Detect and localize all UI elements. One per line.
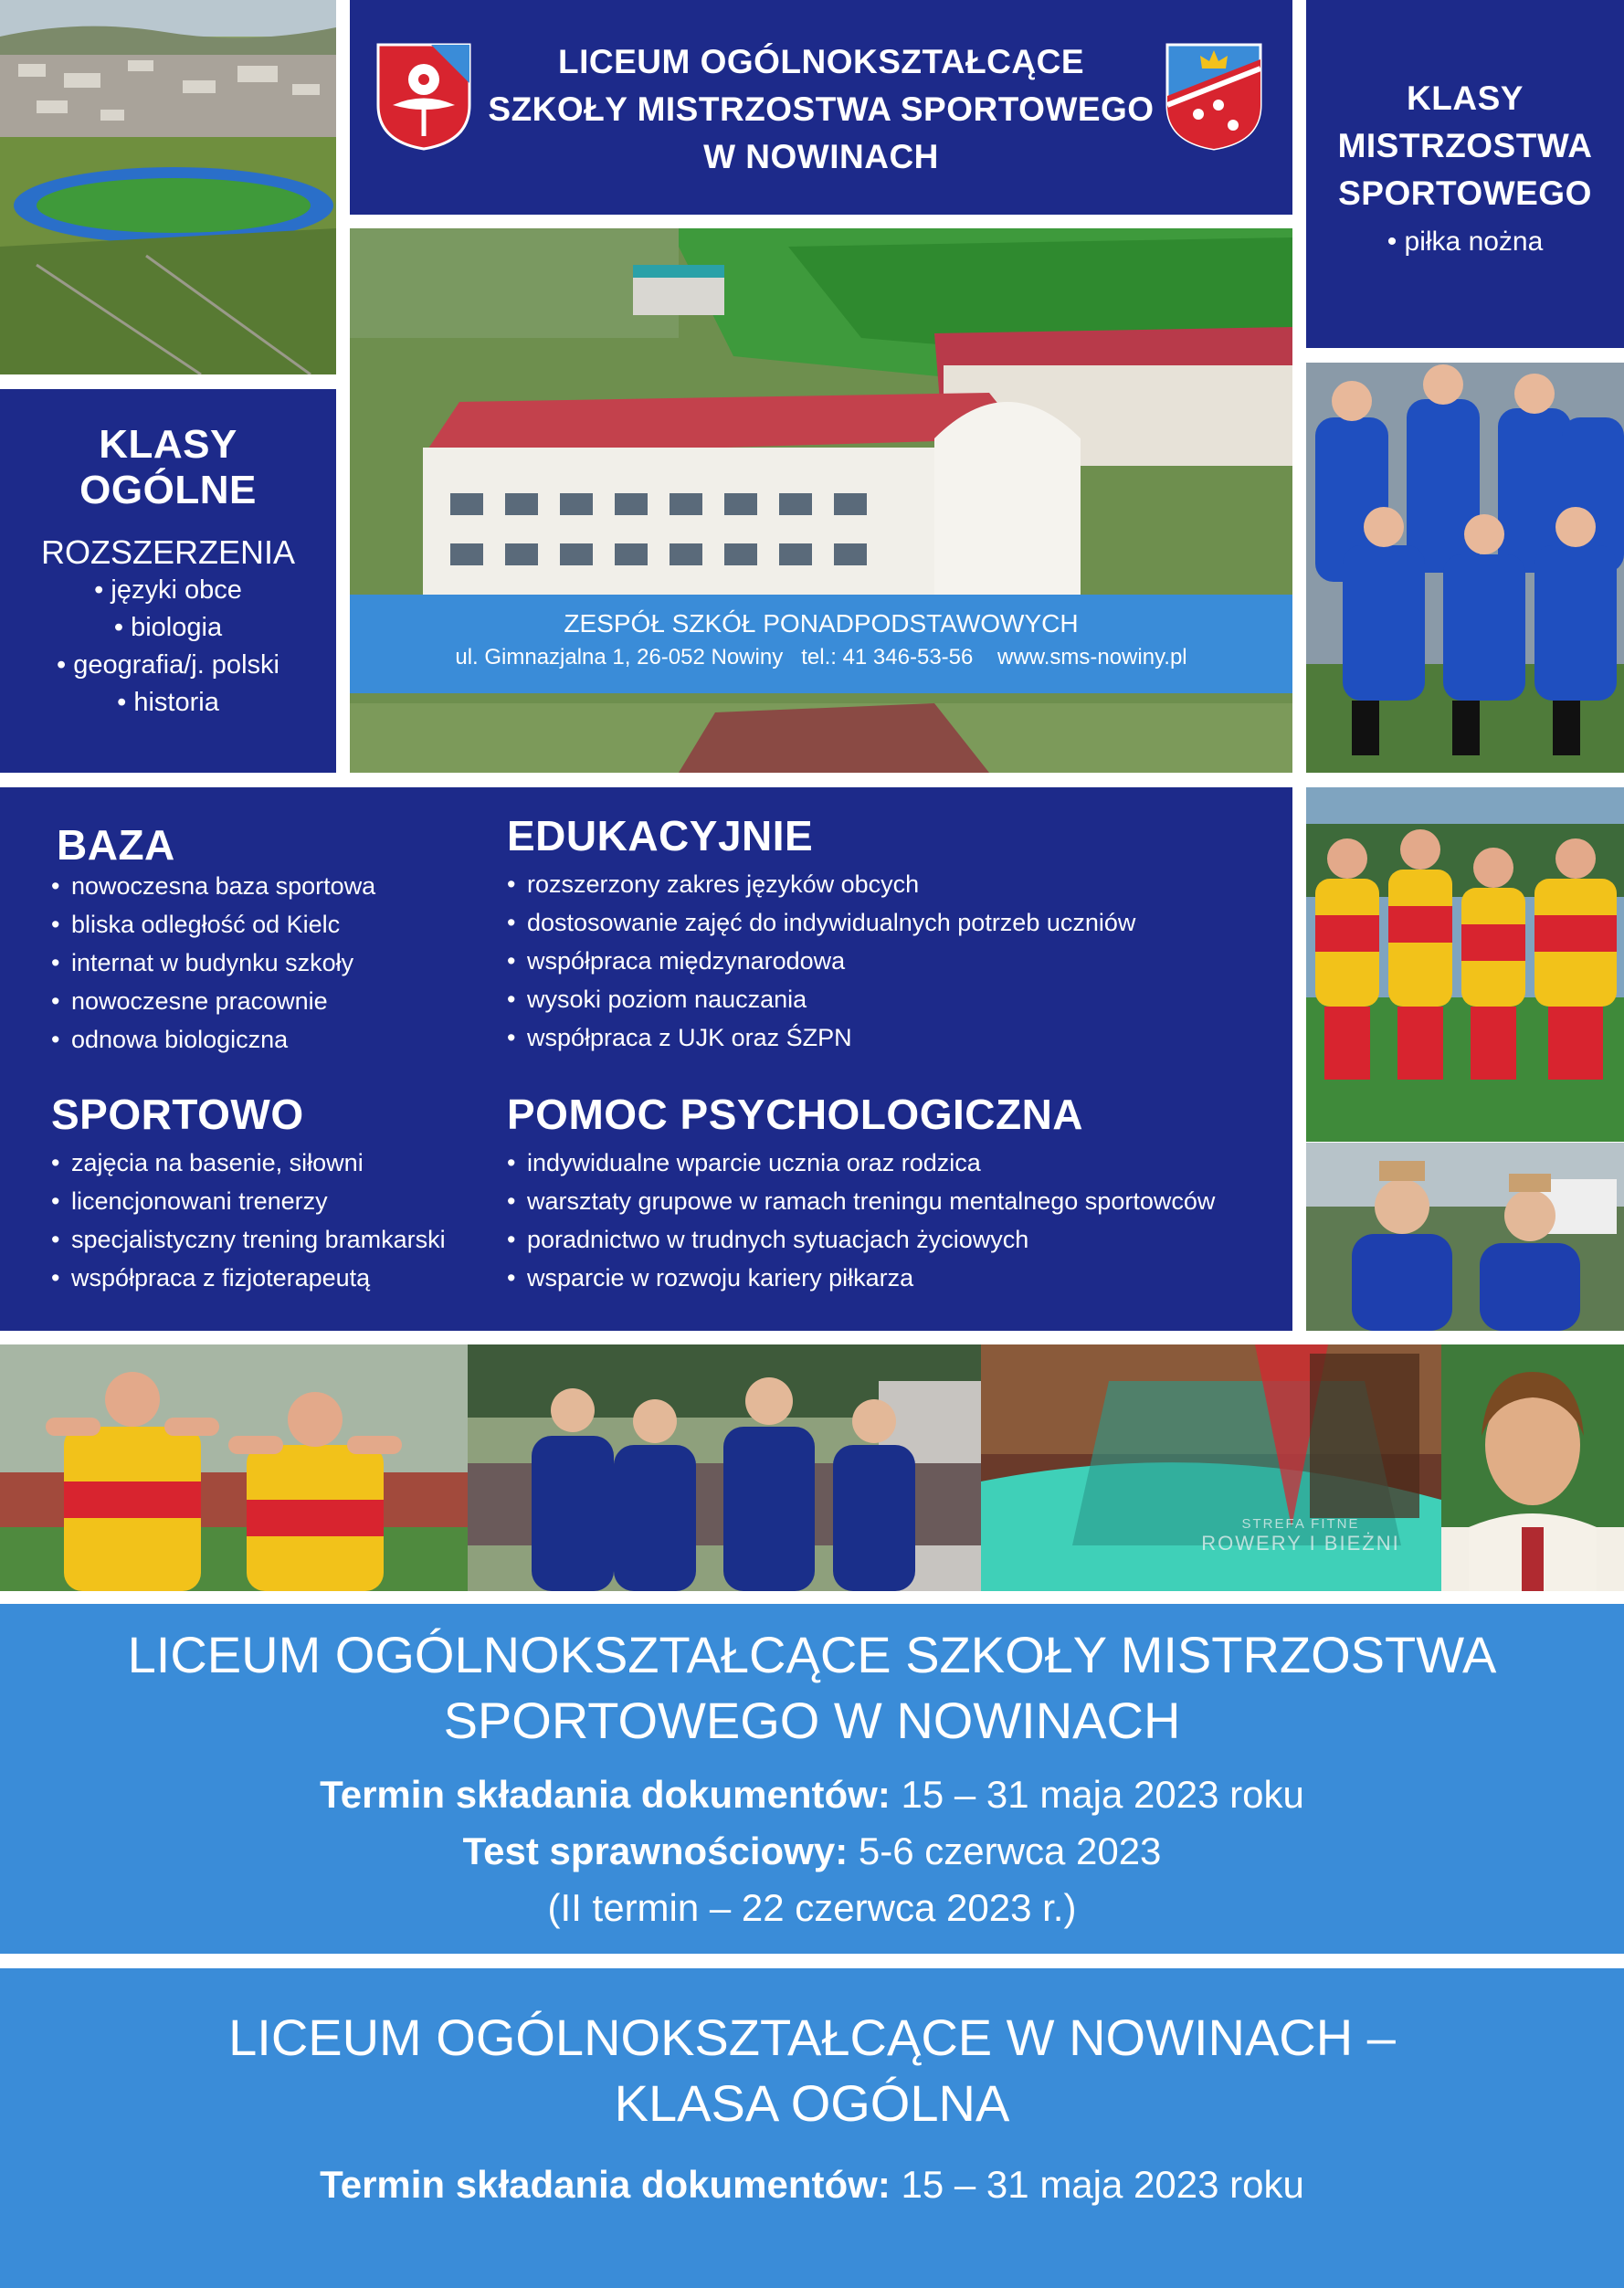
sport-classes-title-line-3: SPORTOWEGO bbox=[1338, 174, 1592, 212]
pomoc-item: • indywidualne wparcie ucznia oraz rodzica bbox=[507, 1144, 1283, 1182]
school-info-website[interactable]: www.sms-nowiny.pl bbox=[997, 645, 1187, 670]
header-title-line-3: W NOWINACH bbox=[703, 138, 939, 175]
two-students-thumbs-up-photo bbox=[1306, 1143, 1624, 1331]
coaches-tracksuits-photo bbox=[468, 1344, 981, 1591]
sms-banner-title-line-1: LICEUM OGÓLNOKSZTAŁCĄCE SZKOŁY MISTRZOSTWA bbox=[127, 1626, 1497, 1683]
sms-document-deadline-value: 15 – 31 maja 2023 roku bbox=[901, 1773, 1304, 1816]
general-class-item: • języki obce bbox=[94, 575, 242, 605]
general-classes-title-line-1: KLASY bbox=[99, 422, 237, 467]
aerial-town-photo bbox=[0, 0, 336, 374]
baza-item: • nowoczesna baza sportowa bbox=[51, 867, 495, 905]
baza-item: • internat w budynku szkoły bbox=[51, 944, 495, 982]
lo-document-deadline-value: 15 – 31 maja 2023 roku bbox=[901, 2163, 1304, 2206]
players-red-yellow-photo bbox=[1306, 787, 1624, 1142]
features-panel bbox=[0, 787, 1292, 1331]
edukacyjnie-item: • dostosowanie zajęć do indywidualnych potrzeb uczniów bbox=[507, 903, 1283, 942]
general-classes-box bbox=[0, 389, 336, 773]
sportowo-section bbox=[51, 1089, 508, 1297]
lo-admission-banner bbox=[0, 1968, 1624, 2288]
sms-document-deadline-label: Termin składania dokumentów: bbox=[320, 1773, 891, 1816]
school-info-name: ZESPÓŁ SZKÓŁ PONADPODSTAWOWYCH bbox=[564, 609, 1079, 638]
sportowo-item: • współpraca z fizjoterapeutą bbox=[51, 1259, 508, 1297]
sportowo-item: • specjalistyczny trening bramkarski bbox=[51, 1220, 508, 1259]
pomoc-section bbox=[507, 1089, 1283, 1297]
sportowo-title: SPORTOWO bbox=[51, 1091, 304, 1138]
baza-item: • bliska odległość od Kielc bbox=[51, 905, 495, 944]
edukacyjnie-item: • rozszerzony zakres języków obcych bbox=[507, 865, 1283, 903]
lo-document-deadline bbox=[0, 2156, 1624, 2213]
school-info-address: ul. Gimnazjalna 1, 26-052 Nowiny bbox=[455, 645, 784, 670]
school-title-header bbox=[350, 0, 1292, 215]
players-heart-gesture-photo bbox=[0, 1344, 468, 1591]
edukacyjnie-section bbox=[507, 810, 1283, 1057]
pomoc-item: • wsparcie w rozwoju kariery piłkarza bbox=[507, 1259, 1283, 1297]
photo-caption-line-2: ROWERY I BIEŻNI bbox=[1201, 1532, 1400, 1555]
lo-document-deadline-label: Termin składania dokumentów: bbox=[320, 2163, 891, 2206]
sport-class-item: piłka nożna bbox=[1404, 227, 1544, 257]
general-classes-title-line-2: OGÓLNE bbox=[79, 468, 257, 512]
edukacyjnie-title: EDUKACYJNIE bbox=[507, 812, 814, 859]
general-class-item: • historia bbox=[117, 688, 219, 717]
sport-classes-title-line-1: KLASY bbox=[1407, 79, 1524, 117]
school-info-strip bbox=[350, 595, 1292, 693]
header-title-line-1: LICEUM OGÓLNOKSZTAŁCĄCE bbox=[557, 43, 1085, 80]
sms-fitness-test-value: 5-6 czerwca 2023 bbox=[858, 1829, 1162, 1872]
general-class-item: • geografia/j. polski bbox=[57, 650, 279, 680]
pomoc-item: • poradnictwo w trudnych sytuacjach życiowych bbox=[507, 1220, 1283, 1259]
lo-banner-title-line-2: KLASA OGÓLNA bbox=[614, 2074, 1010, 2132]
baza-title: BAZA bbox=[57, 821, 175, 869]
pomoc-item: • warsztaty grupowe w ramach treningu mentalnego sportowców bbox=[507, 1182, 1283, 1220]
baza-item: • odnowa biologiczna bbox=[51, 1020, 495, 1059]
lo-banner-title-line-1: LICEUM OGÓLNOKSZTAŁCĄCE W NOWINACH – bbox=[228, 2009, 1396, 2066]
baza-item: • nowoczesne pracownie bbox=[51, 982, 495, 1020]
pomoc-title: POMOC PSYCHOLOGICZNA bbox=[507, 1091, 1084, 1138]
edukacyjnie-item: • współpraca międzynarodowa bbox=[507, 942, 1283, 980]
general-class-item: • biologia bbox=[113, 613, 223, 642]
sms-second-term: (II termin – 22 czerwca 2023 r.) bbox=[547, 1886, 1077, 1929]
baza-section bbox=[57, 819, 495, 1059]
sportowo-item: • zajęcia na basenie, siłowni bbox=[51, 1144, 508, 1182]
nowiny-coat-of-arms-icon bbox=[1164, 41, 1264, 151]
sms-fitness-test-label: Test sprawnościowy: bbox=[462, 1829, 849, 1872]
bullet-dot: • bbox=[1387, 227, 1405, 257]
sport-classes-box bbox=[1306, 0, 1624, 348]
sms-fitness-test bbox=[0, 1823, 1624, 1880]
pool-fitness-photo bbox=[981, 1344, 1441, 1591]
edukacyjnie-item: • współpraca z UJK oraz ŚZPN bbox=[507, 1018, 1283, 1057]
general-classes-subtitle: ROZSZERZENIA bbox=[40, 533, 295, 571]
photo-caption-line-1: STREFA FITNE bbox=[1241, 1516, 1360, 1532]
team-blue-kit-photo bbox=[1306, 363, 1624, 773]
sms-document-deadline bbox=[0, 1766, 1624, 1823]
sms-banner-title-line-2: SPORTOWEGO W NOWINACH bbox=[443, 1692, 1181, 1749]
sport-classes-title-line-2: MISTRZOSTWA bbox=[1337, 127, 1593, 164]
school-crest-icon bbox=[374, 41, 473, 151]
edukacyjnie-item: • wysoki poziom nauczania bbox=[507, 980, 1283, 1018]
sms-admission-banner bbox=[0, 1604, 1624, 1954]
header-title-line-2: SZKOŁY MISTRZOSTWA SPORTOWEGO bbox=[488, 90, 1155, 128]
school-info-phone: tel.: 41 346-53-56 bbox=[801, 645, 974, 670]
sportowo-item: • licencjonowani trenerzy bbox=[51, 1182, 508, 1220]
former-player-portrait-photo bbox=[1441, 1344, 1624, 1591]
